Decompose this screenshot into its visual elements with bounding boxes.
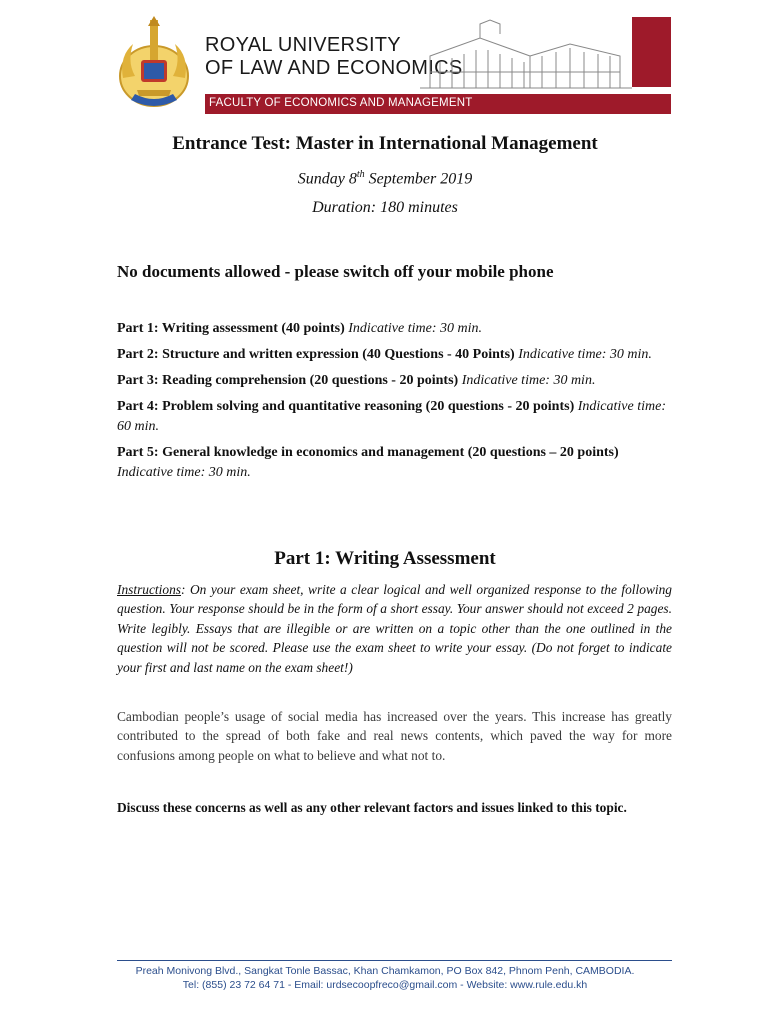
part-label: Part 5: General knowledge in economics and management (20 questions – 20 points) xyxy=(117,445,619,460)
list-item xyxy=(117,443,677,483)
university-emblem-icon xyxy=(113,16,195,112)
list-item xyxy=(117,371,677,391)
instructions-paragraph xyxy=(117,580,672,677)
list-item xyxy=(117,397,677,437)
part-time: Indicative time: 30 min. xyxy=(458,373,596,388)
exam-rules-warning: No documents allowed - please switch off your mobile phone xyxy=(117,262,554,281)
footer-address: Preah Monivong Blvd., Sangkat Tonle Bassac, Khan Chamkamon, PO Box 842, Phnom Penh, CAMBODIA. xyxy=(135,965,635,977)
part-label: Part 2: Structure and written expression (40 Questions - 40 Points) xyxy=(117,347,515,362)
instructions-label: Instructions xyxy=(117,582,181,597)
faculty-name: FACULTY OF ECONOMICS AND MANAGEMENT xyxy=(209,97,473,109)
essay-prompt: Cambodian people’s usage of social media has increased over the years. This increase has greatly contributed to the spread of both fake and real news contents, which paved the way for more confusions among people on what to believe and what not to. xyxy=(117,709,672,763)
footer-contact: Tel: (855) 23 72 64 71 - Email: urdsecoopfreco@gmail.com - Website: www.rule.edu.kh xyxy=(182,979,588,991)
part-time: Indicative time: 30 min. xyxy=(514,347,652,362)
list-item xyxy=(117,319,677,339)
instructions-text: : On your exam sheet, write a clear logical and well organized response to the following question. Your response should be in the form of a short essay. Your answer should not exceed 2 pages. Write legibly. Essays that are illegible or are written on a topic other than the one outlined in the question will not be scored. Please use the exam sheet to write your essay. (Do not forget to indicate your first and last name on the exam sheet!) xyxy=(117,582,672,675)
part-label: Part 1: Writing assessment (40 points) xyxy=(117,321,345,336)
parts-list xyxy=(117,319,677,489)
part-time: Indicative time: 30 min. xyxy=(344,321,483,336)
exam-date-suffix: September 2019 xyxy=(364,170,473,188)
exam-date-superscript: th xyxy=(356,169,365,180)
university-name-line1: ROYAL UNIVERSITY xyxy=(205,34,401,56)
part-label: Part 4: Problem solving and quantitative reasoning (20 questions - 20 points) xyxy=(117,399,575,414)
exam-title: Entrance Test: Master in International Management xyxy=(172,133,598,154)
section-title: Part 1: Writing Assessment xyxy=(274,548,496,569)
footer-divider xyxy=(117,960,672,961)
part-time: Indicative time: 60 min. xyxy=(117,399,666,434)
exam-duration: Duration: 180 minutes xyxy=(312,199,458,216)
exam-date-prefix: Sunday 8 xyxy=(297,170,357,188)
brand-red-block xyxy=(632,17,671,87)
campus-building-illustration xyxy=(420,16,632,96)
exam-date xyxy=(0,169,770,188)
part-time: Indicative time: 30 min. xyxy=(117,465,251,480)
part-label: Part 3: Reading comprehension (20 questions - 20 points) xyxy=(117,373,459,388)
faculty-banner xyxy=(205,94,671,114)
discussion-task: Discuss these concerns as well as any other relevant factors and issues linked to this topic. xyxy=(117,800,627,815)
list-item xyxy=(117,345,677,365)
letterhead xyxy=(0,0,770,125)
university-name-line2: OF LAW AND ECONOMICS xyxy=(205,57,463,79)
